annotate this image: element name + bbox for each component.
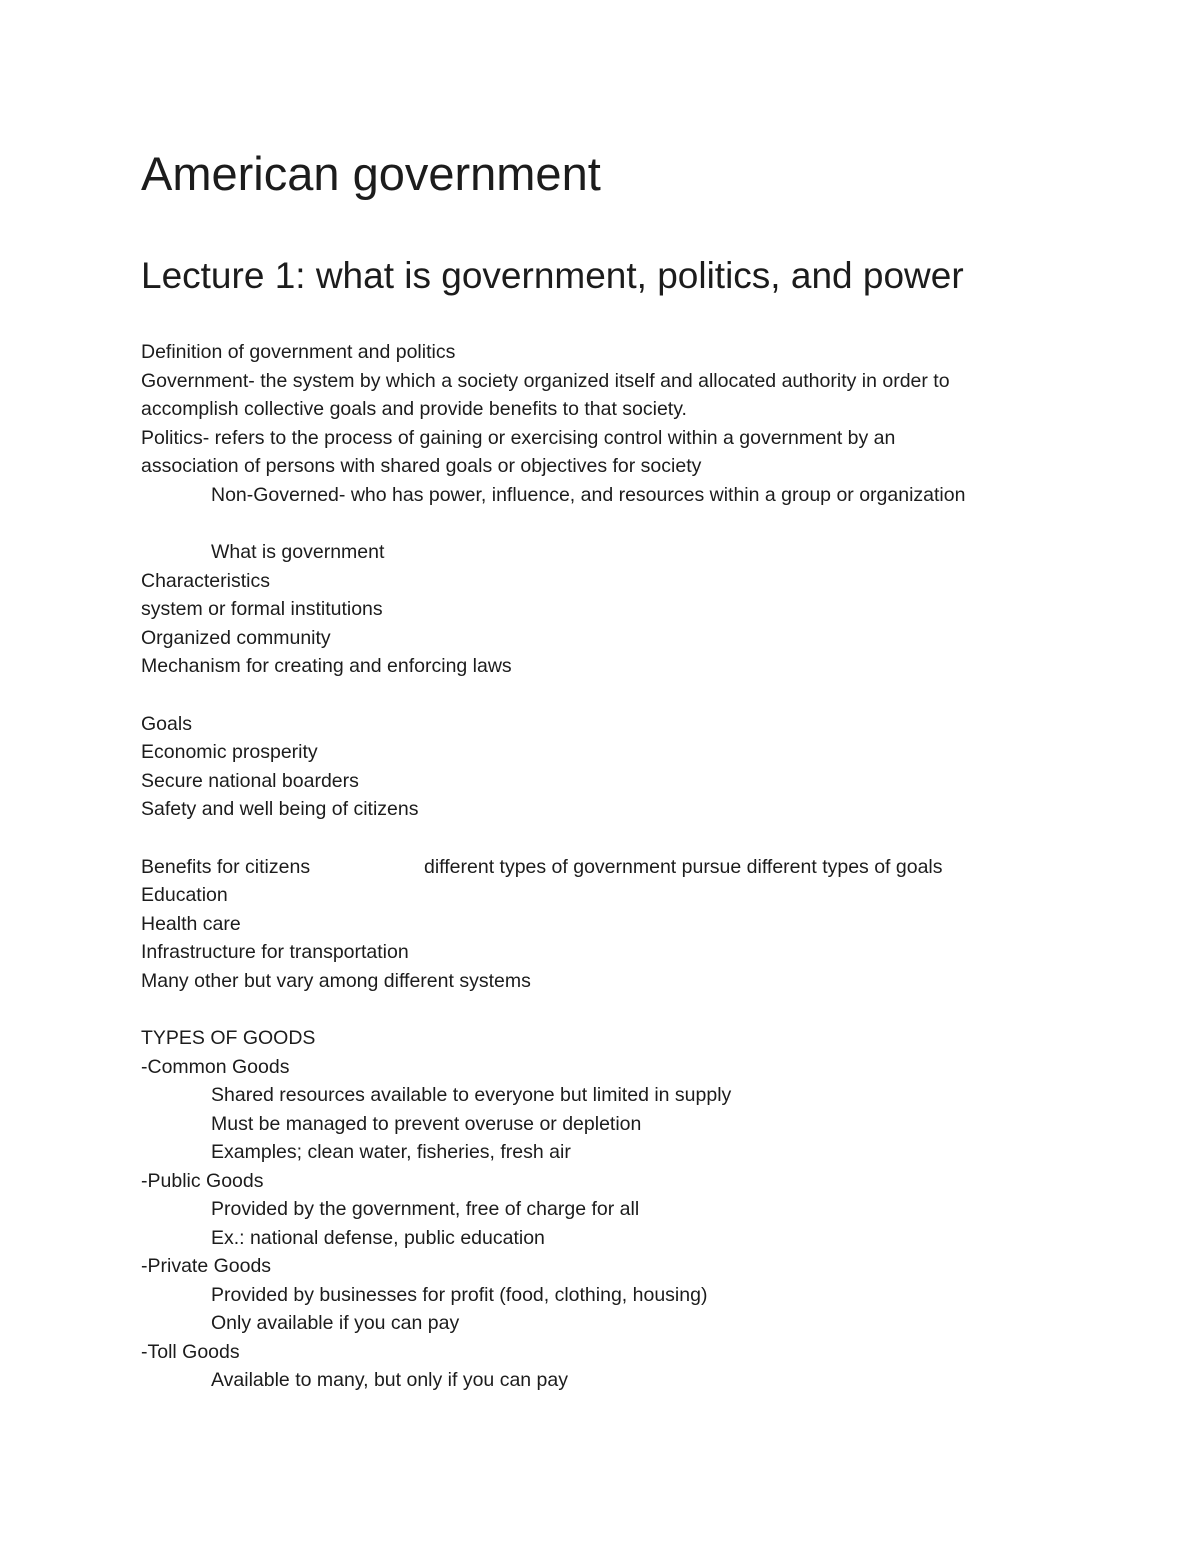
- benefits-note: different types of government pursue different types of goals: [424, 855, 943, 878]
- list-item: Shared resources available to everyone but limited in supply: [211, 1084, 732, 1106]
- list-item: Provided by the government, free of charge for all: [211, 1198, 640, 1220]
- list-item: Ex.: national defense, public education: [211, 1226, 545, 1249]
- list-item: Safety and well being of citizens: [141, 798, 419, 820]
- government-definition-line-2: accomplish collective goals and provide benefits to that society.: [141, 398, 687, 420]
- what-is-government-heading: What is government: [211, 541, 385, 563]
- toll-goods-label: -Toll Goods: [141, 1340, 240, 1363]
- government-definition-line-1: Government- the system by which a society organized itself and allocated authority in order to: [141, 369, 950, 392]
- benefits-row: [141, 853, 1101, 882]
- list-item: Only available if you can pay: [211, 1312, 460, 1334]
- private-goods-label: -Private Goods: [141, 1255, 272, 1277]
- politics-definition-line-2: association of persons with shared goals or objectives for society: [141, 455, 702, 477]
- non-governed-definition: Non-Governed- who has power, influence, and resources within a group or organization: [211, 483, 966, 506]
- definitions-heading: Definition of government and politics: [141, 341, 456, 363]
- politics-definition-line-1: Politics- refers to the process of gaining or exercising control within a government by an: [141, 426, 896, 449]
- list-item: Provided by businesses for profit (food, clothing, housing): [211, 1283, 708, 1306]
- list-item: Organized community: [141, 626, 331, 649]
- spacer: [141, 509, 1101, 538]
- types-of-goods-heading: TYPES OF GOODS: [141, 1027, 316, 1049]
- list-item: Available to many, but only if you can pay: [211, 1369, 568, 1391]
- spacer: [141, 824, 1101, 853]
- spacer: [141, 995, 1101, 1024]
- list-item: system or formal institutions: [141, 598, 383, 620]
- goals-heading: Goals: [141, 712, 192, 735]
- lecture-heading: Lecture 1: what is government, politics, and power: [141, 255, 964, 296]
- notes-content: [141, 338, 1101, 1395]
- list-item: Many other but vary among different systems: [141, 969, 531, 992]
- list-item: Infrastructure for transportation: [141, 941, 409, 963]
- list-item: Health care: [141, 912, 241, 935]
- list-item: Economic prosperity: [141, 741, 318, 763]
- list-item: Mechanism for creating and enforcing laws: [141, 655, 512, 677]
- list-item: Secure national boarders: [141, 769, 359, 792]
- list-item: Examples; clean water, fisheries, fresh air: [211, 1141, 571, 1163]
- common-goods-label: -Common Goods: [141, 1055, 290, 1078]
- list-item: Education: [141, 884, 228, 906]
- spacer: [141, 681, 1101, 710]
- page-title: American government: [141, 147, 601, 200]
- document-body: [141, 140, 1101, 1391]
- benefits-heading: Benefits for citizens: [141, 855, 311, 878]
- public-goods-label: -Public Goods: [141, 1169, 264, 1192]
- characteristics-heading: Characteristics: [141, 569, 270, 592]
- list-item: Must be managed to prevent overuse or depletion: [211, 1112, 642, 1135]
